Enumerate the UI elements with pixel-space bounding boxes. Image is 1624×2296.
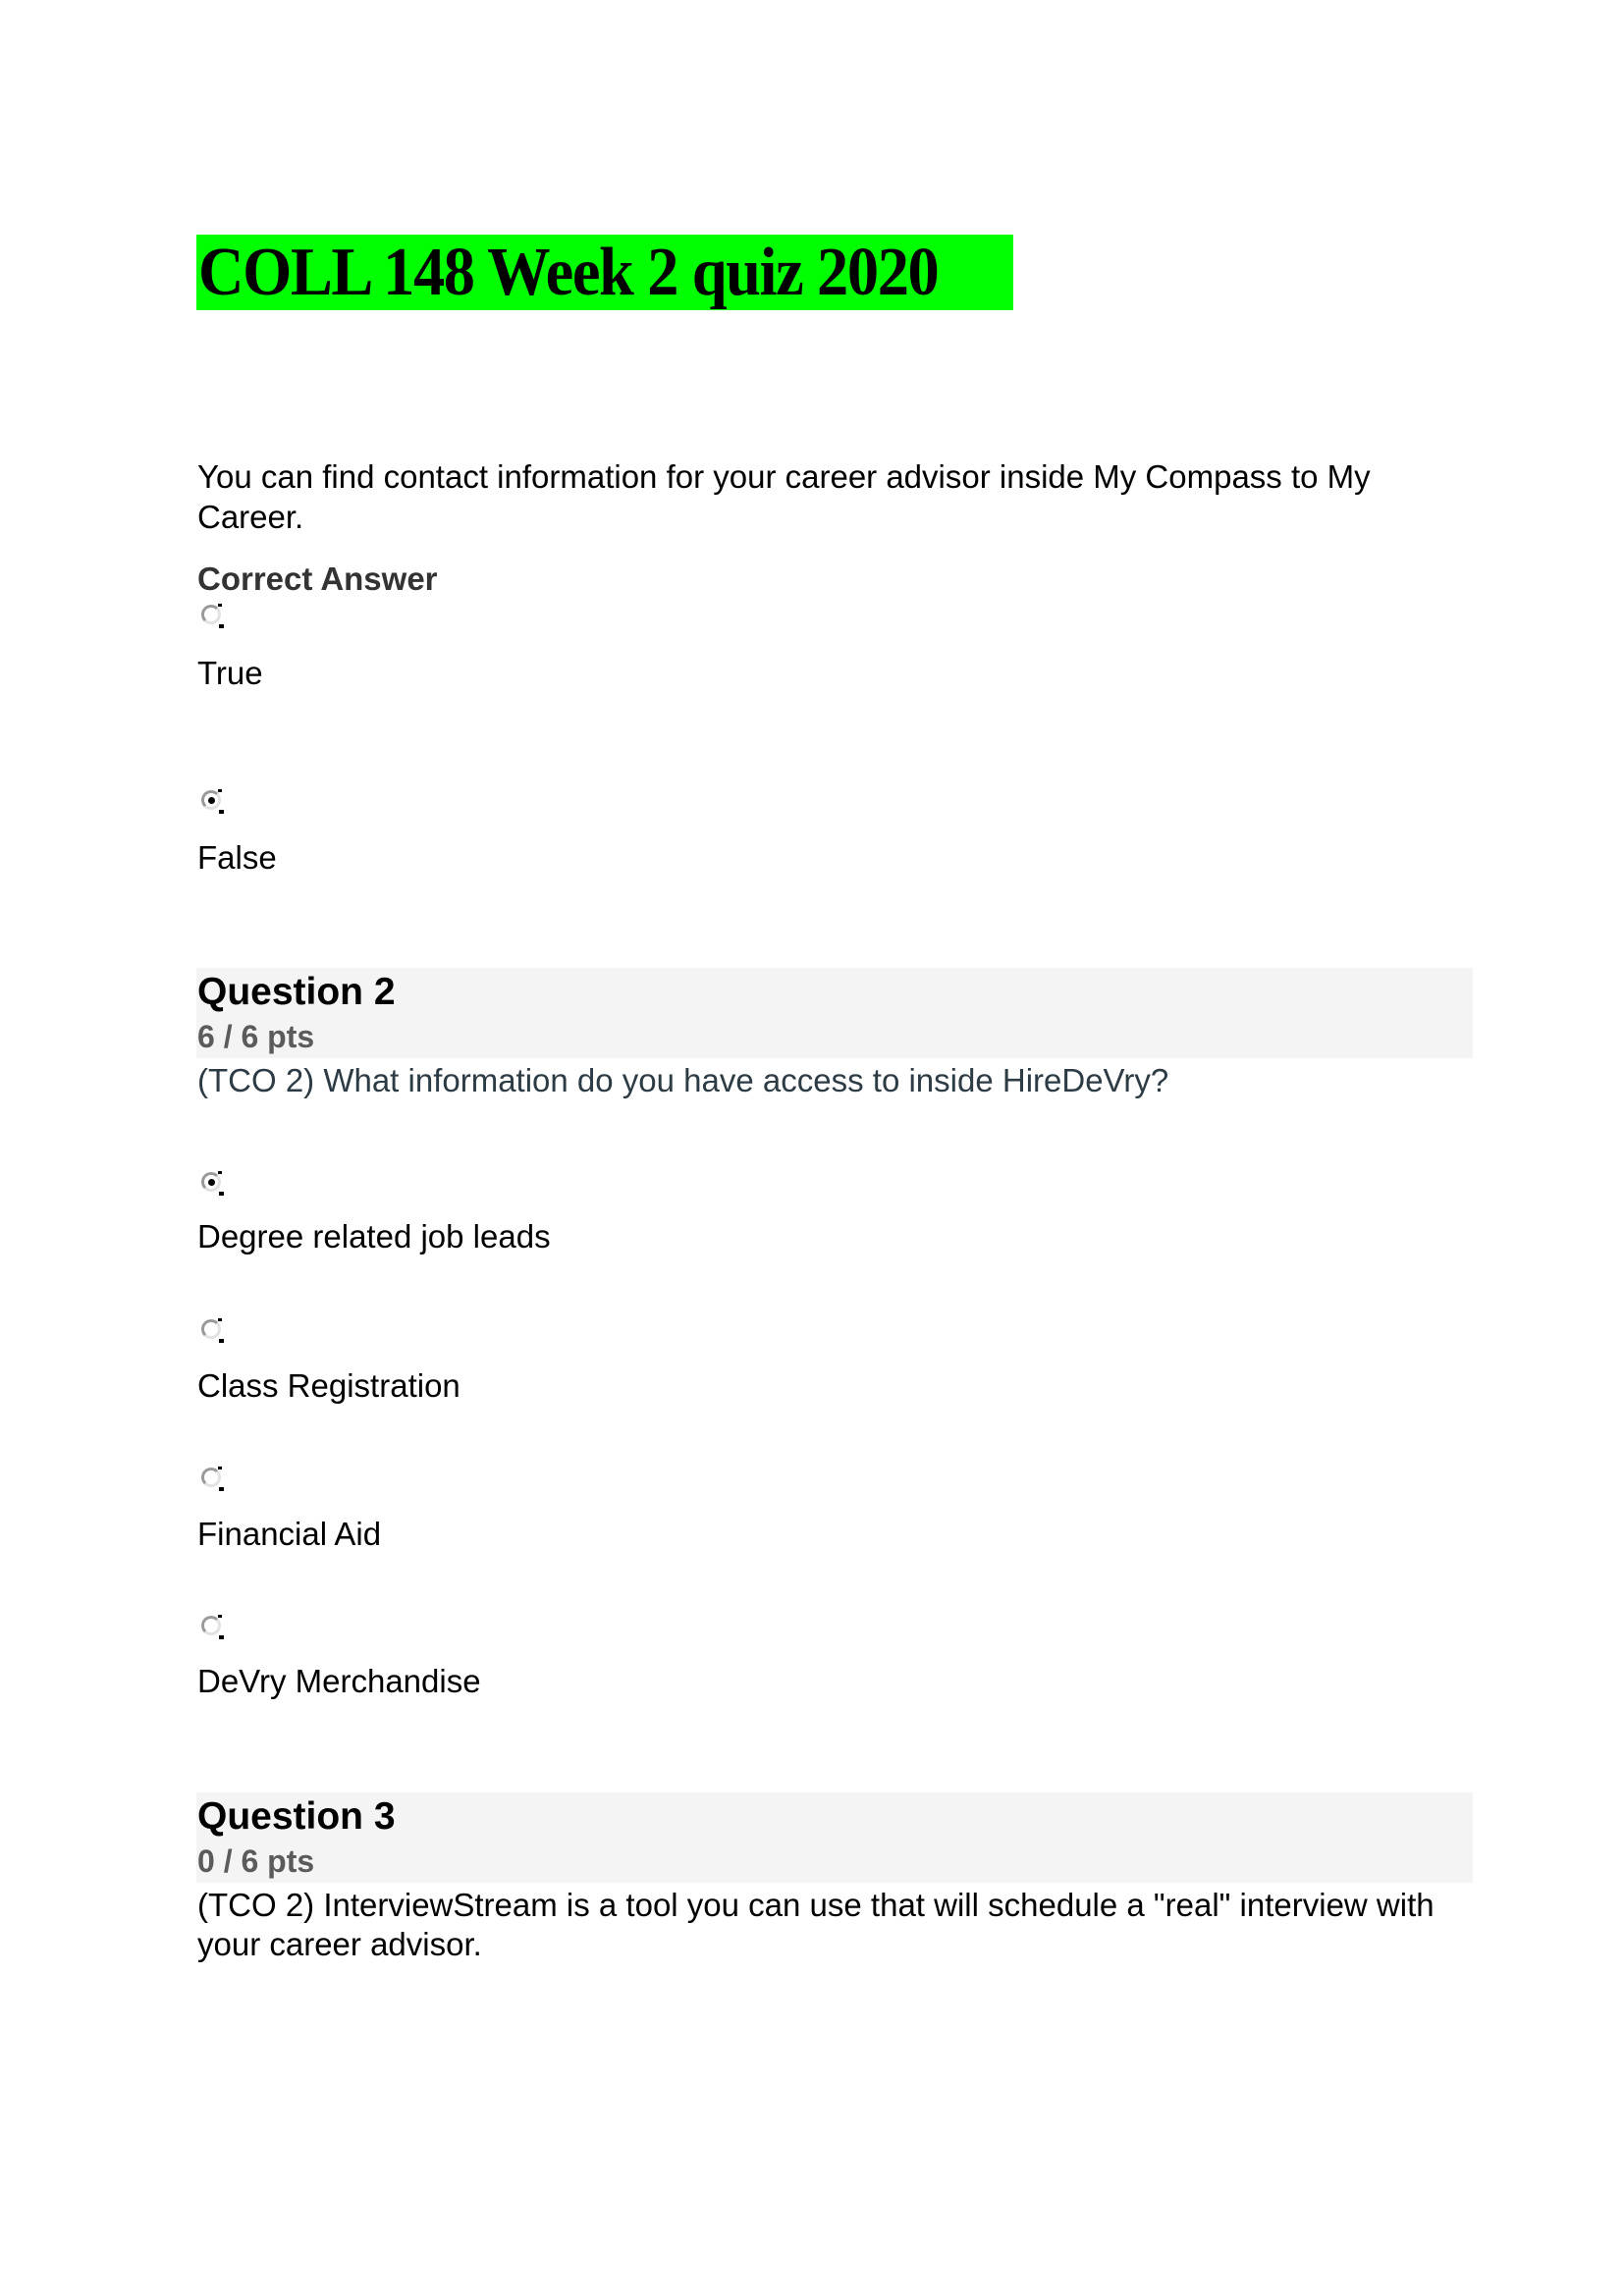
question-2-heading: Question 2 [197, 971, 396, 1013]
document-title-highlight [196, 235, 1013, 310]
question-3-text-line-1: (TCO 2) InterviewStream is a tool you can use that will schedule a "real" interview with [197, 1887, 1435, 1923]
correct-answer-label: Correct Answer [197, 561, 438, 597]
question-3-text-line-2: your career advisor. [197, 1926, 482, 1962]
question-2-header [196, 968, 1473, 1058]
document-title: COLL 148 Week 2 quiz 2020 [198, 235, 939, 310]
option-devry-merchandise-label: DeVry Merchandise [197, 1663, 481, 1699]
option-true-label: True [197, 655, 263, 691]
radio-dot-icon [208, 797, 215, 804]
option-financial-aid-label: Financial Aid [197, 1516, 382, 1552]
question-3-points: 0 / 6 pts [197, 1843, 315, 1879]
radio-checked-icon[interactable] [201, 1172, 221, 1192]
radio-unchecked-icon[interactable] [201, 605, 221, 624]
question-1-text-line-1: You can find contact information for your career advisor inside My Compass to My [197, 458, 1371, 495]
question-3-heading: Question 3 [197, 1795, 396, 1838]
radio-unchecked-icon[interactable] [201, 1468, 221, 1487]
radio-checked-icon[interactable] [201, 790, 221, 810]
question-1-text-line-2: Career. [197, 499, 304, 535]
question-2-text: (TCO 2) What information do you have access to inside HireDeVry? [197, 1062, 1169, 1098]
question-3-header [196, 1792, 1473, 1883]
radio-dot-icon [208, 1179, 215, 1186]
radio-unchecked-icon[interactable] [201, 1616, 221, 1635]
option-class-registration-label: Class Registration [197, 1367, 460, 1404]
radio-unchecked-icon[interactable] [201, 1319, 221, 1339]
option-false-label: False [197, 839, 277, 876]
option-degree-related-job-leads-label: Degree related job leads [197, 1218, 551, 1255]
question-2-points: 6 / 6 pts [197, 1019, 315, 1054]
